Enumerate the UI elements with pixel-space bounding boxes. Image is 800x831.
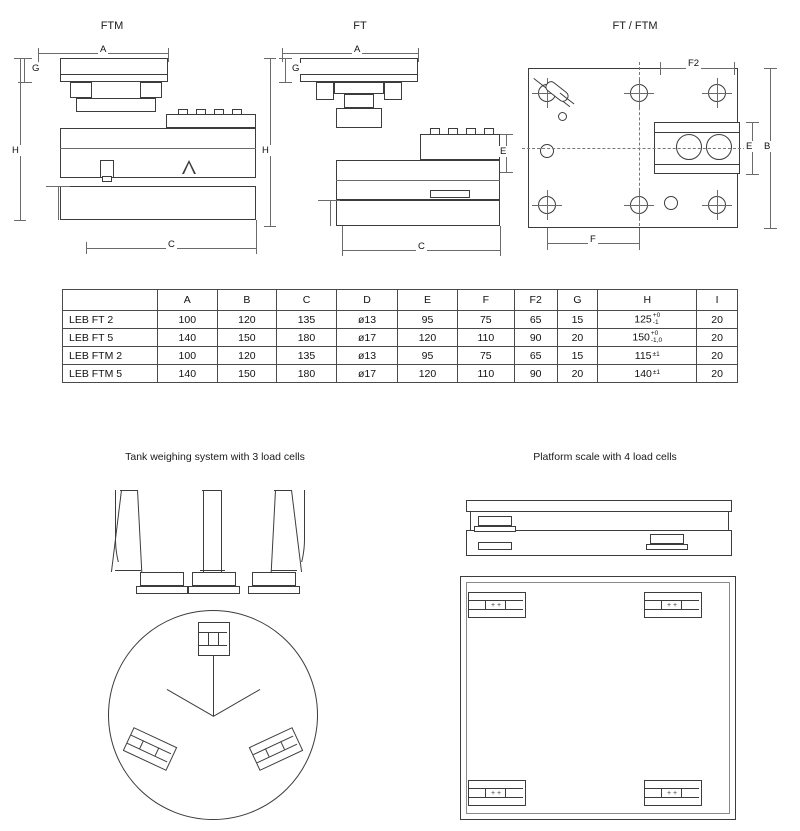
platform-cell-elev-left-base <box>474 526 516 532</box>
platform-deck <box>466 500 732 512</box>
ft-dim-c-tick-r <box>500 226 501 256</box>
plan-hole-ml <box>540 144 554 158</box>
ft-stem-left <box>316 82 334 100</box>
view-title-ftm: FTM <box>100 20 124 32</box>
plan-dim-e-tick-t <box>746 122 759 123</box>
plan-dim-f-tick-r <box>639 228 640 250</box>
ftm-top-plate <box>60 58 168 82</box>
ft-base-plate <box>336 200 500 226</box>
plan-module-top-line <box>654 132 740 133</box>
ft-dim-g-label: G <box>292 63 300 74</box>
cell-g: 15 <box>557 347 598 365</box>
cell-d: ø13 <box>336 347 397 365</box>
cell-e: 120 <box>398 365 458 383</box>
plan-centerline-v <box>639 62 640 236</box>
ftm-load-cell-body <box>60 128 256 178</box>
cell-h: 125 +0 -1 <box>598 311 697 329</box>
plan-small-hole <box>558 112 567 121</box>
plan-dim-f2-tick-l <box>660 62 661 75</box>
ft-dim-a-tick-r <box>418 48 419 62</box>
ftm-dim-c-tick-r <box>256 220 257 254</box>
ft-dim-a-label: A <box>354 44 361 55</box>
platform-cell-elev-right-base <box>646 544 688 550</box>
ft-bolt-d <box>484 128 494 135</box>
cell-f2: 65 <box>514 347 557 365</box>
ft-top-plate-line <box>300 74 418 75</box>
ftm-body-inner-line <box>60 148 256 149</box>
platform-cell-elev-left <box>478 516 512 526</box>
ftm-bolt-c <box>214 109 224 115</box>
platform-frame-right-edge <box>728 512 729 530</box>
ftm-dim-a-label: A <box>100 44 107 55</box>
table-col-g: G <box>557 290 598 311</box>
ftm-dim-h-line <box>20 58 21 220</box>
cell-e: 120 <box>398 329 458 347</box>
ftm-load-cell-top-cap <box>166 114 256 128</box>
cell-g: 15 <box>557 311 598 329</box>
table-header-row <box>63 290 738 311</box>
cell-a: 140 <box>158 365 218 383</box>
cell-d: ø17 <box>336 365 397 383</box>
tank-leg-left <box>112 490 140 572</box>
ftm-bolt-d <box>232 109 242 115</box>
plan-dim-b-tick-t <box>764 68 777 69</box>
cell-i: 20 <box>697 347 738 365</box>
row-label: LEB FTM 2 <box>63 347 158 365</box>
tank-spoke-top <box>213 650 214 716</box>
plan-hole-mr <box>664 196 678 210</box>
cell-d: ø17 <box>336 329 397 347</box>
plan-cross-br-v <box>717 190 718 220</box>
ft-dim-e-label: E <box>500 146 507 157</box>
cell-a: 100 <box>158 347 218 365</box>
plan-dim-e-label: E <box>746 141 753 152</box>
caption-platform-scale: Platform scale with 4 load cells <box>533 451 677 463</box>
plan-dim-f2-label: F2 <box>688 58 700 69</box>
ft-pendulum-top <box>334 82 384 94</box>
ft-dim-g-tick-t <box>279 58 292 59</box>
ft-dim-h-tick-b <box>264 226 276 227</box>
platform-plan-cell-bl: + + <box>468 780 526 806</box>
ftm-dim-a-tick-l <box>38 48 39 62</box>
platform-plan-cell-br: + + <box>644 780 702 806</box>
cell-b: 120 <box>217 347 277 365</box>
ftm-base-ref-v <box>58 186 59 220</box>
plan-cross-tr-v <box>717 78 718 108</box>
ftm-stem <box>70 82 92 98</box>
ft-stem-right <box>384 82 402 100</box>
ft-top-plate <box>300 58 418 82</box>
cell-i: 20 <box>697 365 738 383</box>
row-label: LEB FT 5 <box>63 329 158 347</box>
plan-cross-bl-v <box>547 190 548 220</box>
ft-pendulum-neck <box>344 94 374 108</box>
platform-plan-cell-tl: + + <box>468 592 526 618</box>
ft-dim-a-line <box>282 53 418 54</box>
plan-dim-b-tick-b <box>764 228 777 229</box>
plan-dim-e-tick-b <box>746 174 759 175</box>
plan-module-bot-line <box>654 164 740 165</box>
cell-i: 20 <box>697 329 738 347</box>
tank-load-cell-left-base <box>136 586 188 594</box>
platform-frame-left-edge <box>470 512 471 530</box>
ft-load-cell-cap <box>420 134 500 160</box>
cell-b: 150 <box>217 365 277 383</box>
cell-f: 110 <box>457 329 514 347</box>
tank-plan-cell-top <box>198 622 230 656</box>
cell-b: 120 <box>217 311 277 329</box>
table-col-c: C <box>277 290 337 311</box>
table-col-d: D <box>336 290 397 311</box>
ft-dim-a-tick-l <box>282 48 283 62</box>
cell-h: 140 ±1 <box>598 365 697 383</box>
ft-dim-g-tick-b <box>279 82 292 83</box>
ftm-bolt-a <box>178 109 188 115</box>
cell-f2: 65 <box>514 311 557 329</box>
cell-g: 20 <box>557 365 598 383</box>
cell-e: 95 <box>398 347 458 365</box>
ft-side-pin <box>430 190 470 198</box>
cell-f: 110 <box>457 365 514 383</box>
table-col-i: I <box>697 290 738 311</box>
table-row <box>63 365 738 383</box>
plan-dim-f-label: F <box>590 234 596 245</box>
ftm-dim-g-line <box>24 58 25 82</box>
ft-dim-e-tick-b <box>500 172 513 173</box>
ft-dim-h-label: H <box>262 145 269 156</box>
cell-f2: 90 <box>514 329 557 347</box>
cell-h: 115 ±1 <box>598 347 697 365</box>
tank-load-cell-middle <box>192 572 236 586</box>
table-row <box>63 311 738 329</box>
plan-module-hole-right <box>706 134 732 160</box>
ftm-dim-h-tick-b <box>14 220 26 221</box>
ft-base-ref-v <box>330 200 331 226</box>
ftm-stem-2 <box>140 82 162 98</box>
plan-dim-f-tick-l <box>547 228 548 250</box>
ftm-dim-c-tick-l <box>86 242 87 254</box>
cell-d: ø13 <box>336 311 397 329</box>
tank-load-cell-right <box>252 572 296 586</box>
ftm-dim-h-tick-t <box>14 58 26 59</box>
row-label: LEB FT 2 <box>63 311 158 329</box>
ft-pendulum-cone <box>336 108 382 128</box>
table-row <box>63 329 738 347</box>
platform-cell-elev-right <box>650 534 684 544</box>
ftm-bolt-b <box>196 109 206 115</box>
ftm-dim-h-label: H <box>12 145 19 156</box>
cell-i: 20 <box>697 311 738 329</box>
table-col-f: F <box>457 290 514 311</box>
ft-dim-h-line <box>270 58 271 226</box>
platform-cell-elev-mid <box>478 542 512 550</box>
cell-e: 95 <box>398 311 458 329</box>
tank-load-cell-left <box>140 572 184 586</box>
dimension-table <box>62 289 738 383</box>
ft-dim-c-label: C <box>418 241 425 252</box>
cell-b: 150 <box>217 329 277 347</box>
ft-bolt-a <box>430 128 440 135</box>
tank-leg-right <box>272 490 300 572</box>
cell-g: 20 <box>557 329 598 347</box>
tank-leg-middle <box>200 490 224 572</box>
ft-bolt-c <box>466 128 476 135</box>
ftm-base-plate <box>60 186 256 220</box>
cell-h: 150 +0 -1,0 <box>598 329 697 347</box>
ftm-side-lug-cap <box>102 176 112 182</box>
plan-dim-f2-tick-r <box>734 62 735 75</box>
ftm-dim-c-label: C <box>168 239 175 250</box>
ft-body-inner-line <box>336 180 500 181</box>
table-row <box>63 347 738 365</box>
ft-base-ref-line <box>318 200 340 201</box>
platform-plan-cell-tr: + + <box>644 592 702 618</box>
table-col-blank <box>63 290 158 311</box>
plan-centerline-h <box>522 148 746 149</box>
ft-dim-c-tick-l <box>342 226 343 256</box>
cell-f: 75 <box>457 347 514 365</box>
ftm-neck <box>76 98 156 112</box>
cell-c: 180 <box>277 329 337 347</box>
cell-a: 140 <box>158 329 218 347</box>
table-col-e: E <box>398 290 458 311</box>
view-title-ft: FT <box>353 20 367 32</box>
ftm-center-mark <box>182 160 196 174</box>
cell-c: 135 <box>277 347 337 365</box>
tank-load-cell-middle-base <box>188 586 240 594</box>
cell-f2: 90 <box>514 365 557 383</box>
table-col-h: H <box>598 290 697 311</box>
view-title-ft-ftm: FT / FTM <box>612 20 658 32</box>
tank-load-cell-right-base <box>248 586 300 594</box>
cell-f: 75 <box>457 311 514 329</box>
ft-bolt-b <box>448 128 458 135</box>
cell-c: 135 <box>277 311 337 329</box>
row-label: LEB FTM 5 <box>63 365 158 383</box>
table-col-b: B <box>217 290 277 311</box>
ftm-dim-a-tick-r <box>168 48 169 62</box>
ftm-dim-g-label: G <box>32 63 40 74</box>
plan-module-hole-left <box>676 134 702 160</box>
caption-tank-weighing: Tank weighing system with 3 load cells <box>125 451 305 463</box>
ft-dim-g-line <box>285 58 286 82</box>
ftm-top-plate-line <box>60 74 168 75</box>
table-col-f2: F2 <box>514 290 557 311</box>
cell-c: 180 <box>277 365 337 383</box>
ft-dim-h-tick-t <box>264 58 276 59</box>
cell-a: 100 <box>158 311 218 329</box>
ft-dim-e-tick-t <box>500 134 513 135</box>
plan-dim-b-label: B <box>764 141 771 152</box>
table-col-a: A <box>158 290 218 311</box>
